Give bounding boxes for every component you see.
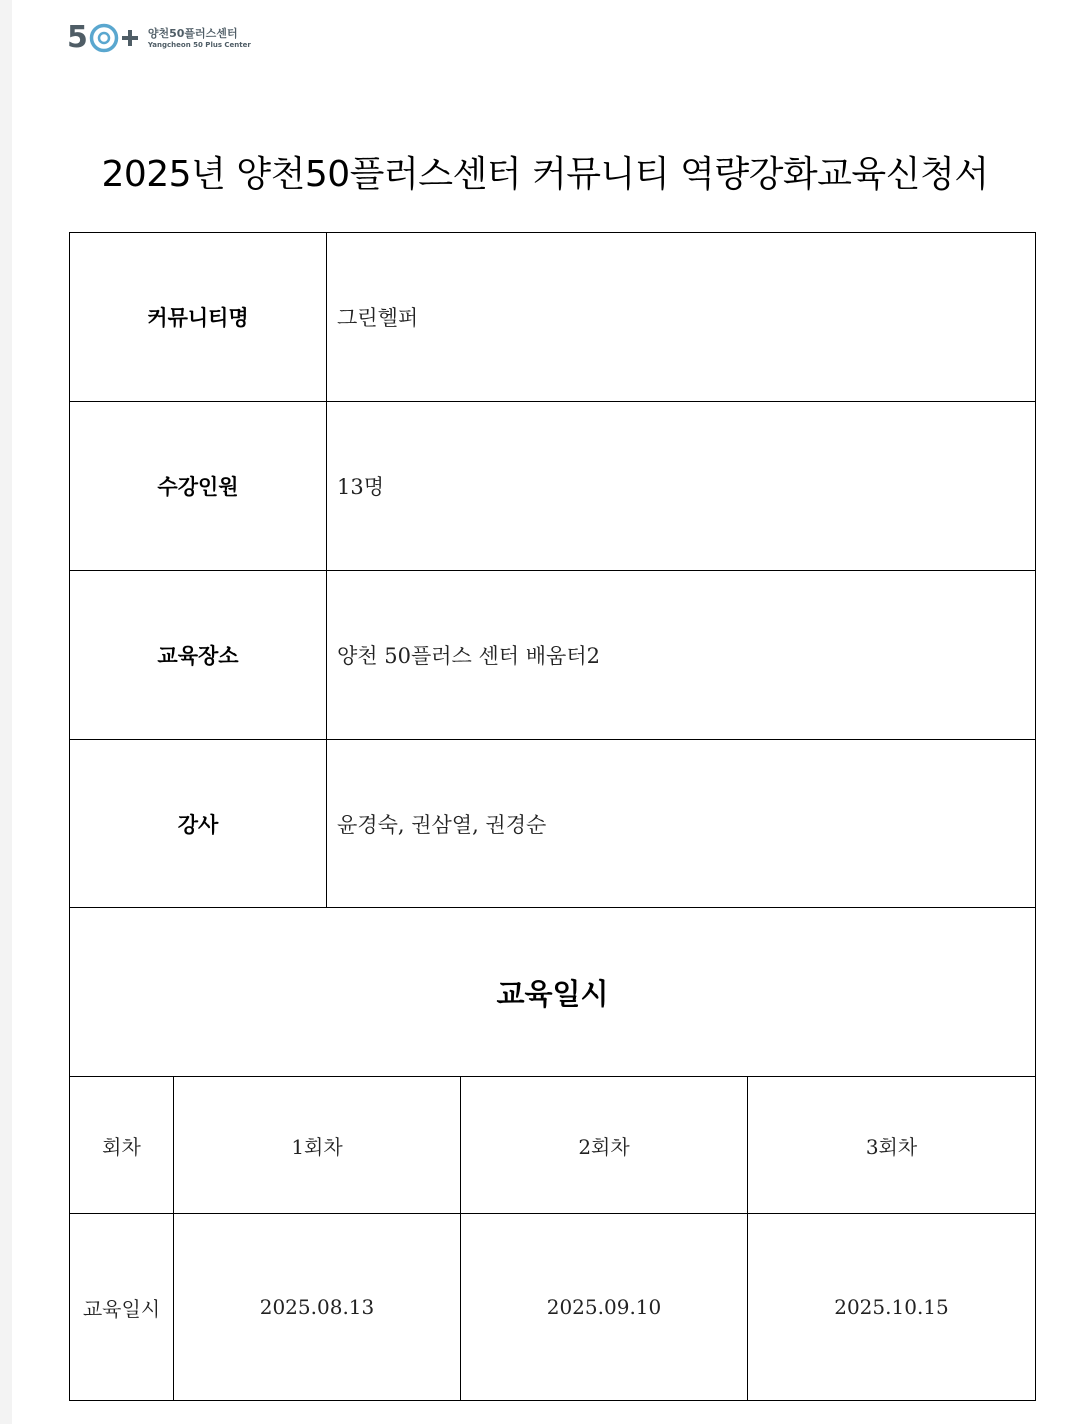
- session-2-label: 2회차: [461, 1077, 748, 1213]
- field-row-participants: [70, 402, 1035, 571]
- logo-plus-icon: [120, 28, 140, 48]
- session-1-label: 1회차: [174, 1077, 461, 1213]
- session-2-date: 2025.09.10: [461, 1214, 748, 1400]
- center-logo: [67, 18, 251, 58]
- schedule-session-row: [70, 1077, 1035, 1214]
- field-value: 13명: [337, 475, 385, 499]
- logo-mark: [67, 22, 140, 54]
- schedule-heading: 교육일시: [70, 908, 1035, 1077]
- schedule-date-row: [70, 1214, 1035, 1400]
- session-1-date: 2025.08.13: [174, 1214, 461, 1400]
- field-label: 커뮤니티명: [70, 233, 327, 401]
- session-3-date: 2025.10.15: [834, 1295, 949, 1319]
- logo-text: [148, 27, 251, 50]
- application-form-table: [69, 232, 1036, 1401]
- field-value: 양천 50플러스 센터 배움터2: [337, 644, 600, 668]
- logo-name-english: Yangcheon 50 Plus Center: [147, 40, 251, 49]
- session-3-label: 3회차: [865, 1134, 918, 1159]
- field-label: 교육장소: [70, 571, 327, 739]
- document-title: 2025년 양천50플러스센터 커뮤니티 역량강화교육신청서: [101, 154, 989, 195]
- field-label: 강사: [70, 740, 327, 907]
- field-row-instructors: [70, 740, 1035, 908]
- logo-number: 5: [67, 20, 88, 55]
- logo-name-korean: 양천50플러스센터: [147, 26, 238, 40]
- date-row-label: 교육일시: [70, 1214, 174, 1400]
- field-value: 윤경숙, 권삼열, 권경순: [337, 812, 547, 837]
- session-header-label: 회차: [70, 1077, 174, 1213]
- logo-circle-icon: [88, 22, 120, 54]
- field-row-location: [70, 571, 1035, 740]
- document-page: [12, 0, 1078, 1424]
- field-label: 수강인원: [70, 402, 327, 570]
- field-row-community-name: [70, 233, 1035, 402]
- field-value: 그린헬퍼: [337, 306, 419, 330]
